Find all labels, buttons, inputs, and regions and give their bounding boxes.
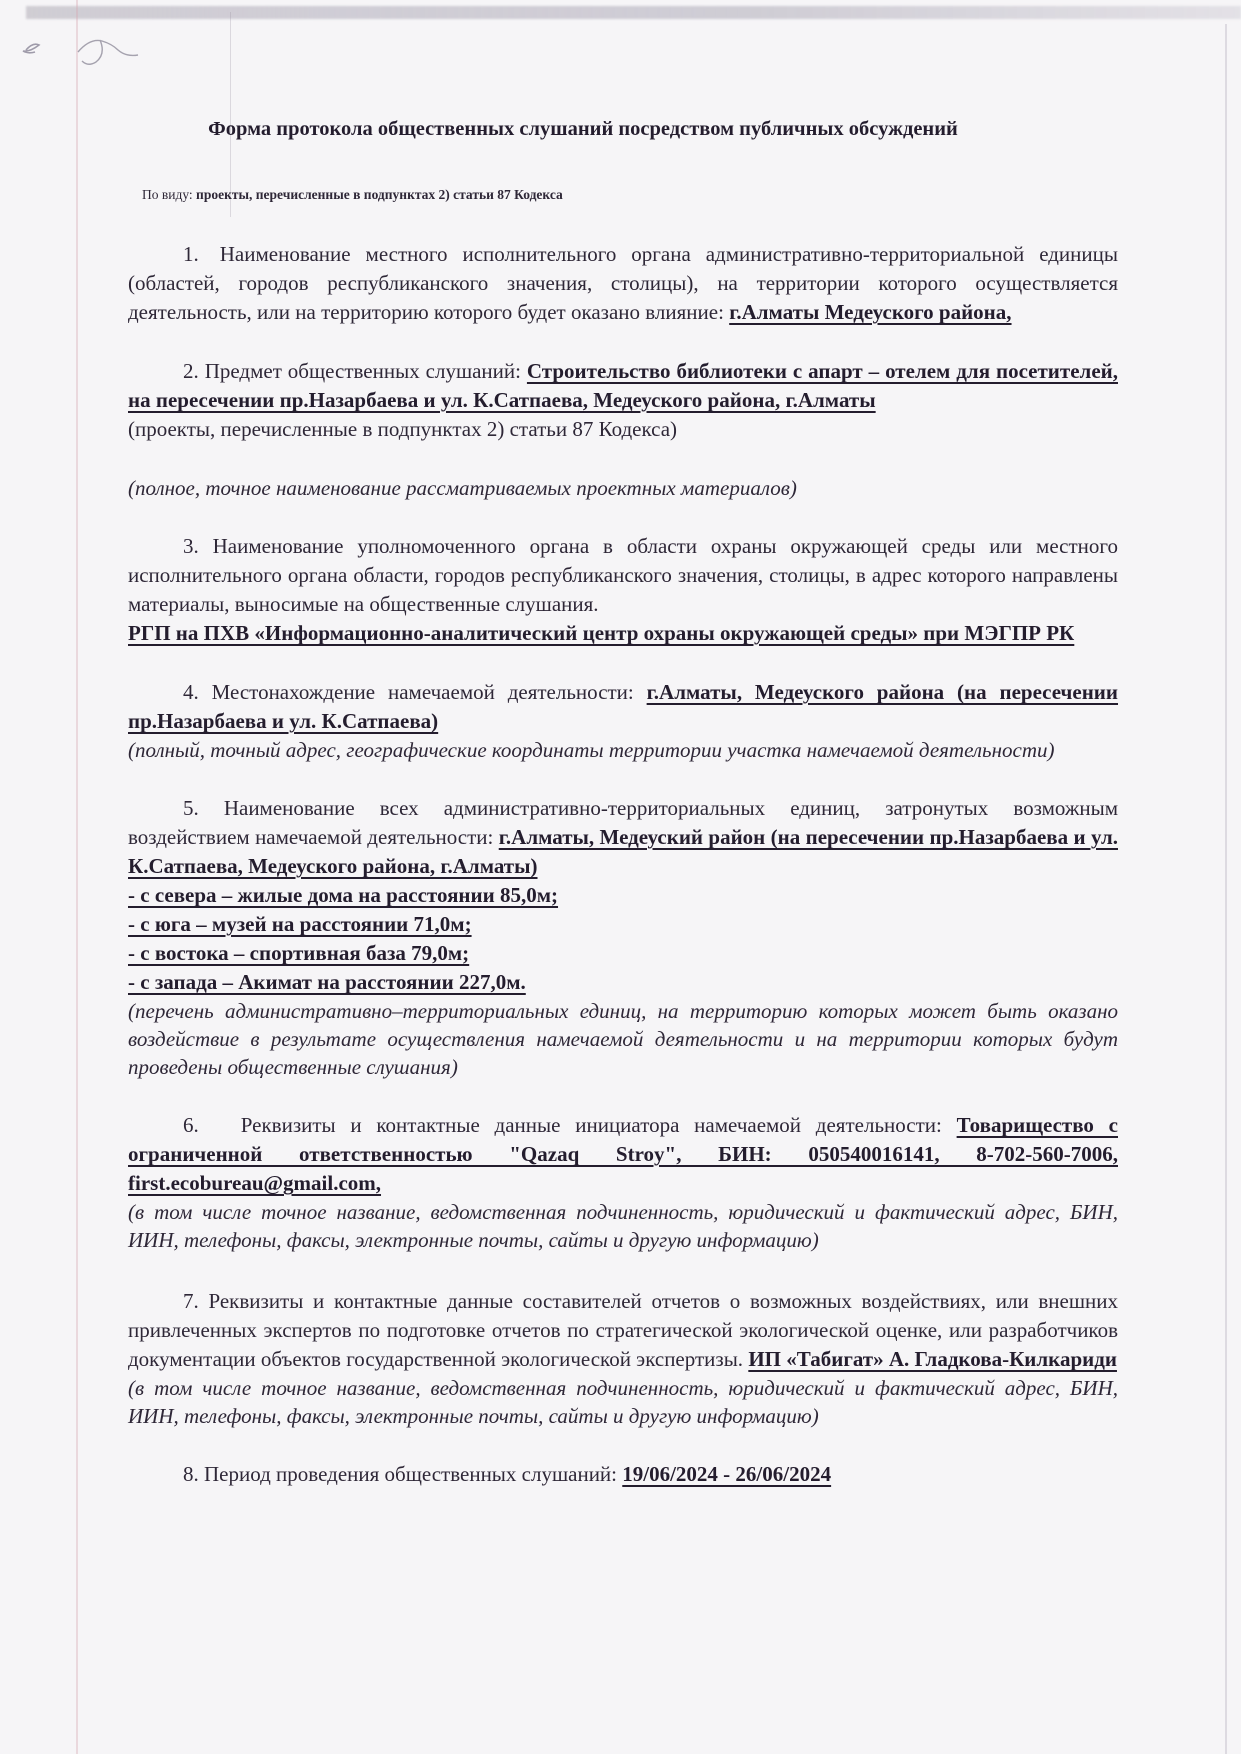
document-content [128, 0, 1118, 1489]
paragraph-2-aside: (проекты, перечисленные в подпунктах 2) статьи 87 Кодекса) [128, 417, 678, 441]
p5-text: 5. Наименование всех административно-территориальных единиц, затронутых возможным воздействием намечаемой деятельности: [128, 796, 1118, 849]
paragraph-8 [128, 1460, 1118, 1489]
paragraph-2-note: (полное, точное наименование рассматриваемых проектных материалов) [128, 476, 797, 500]
p1-text: 1. Наименование местного исполнительного органа административно-территориальной единицы (областей, городов республиканского значения, столицы), на территории которого осуществляется деятельность, или на территорию которого будет оказано влияние: [128, 242, 1118, 324]
paragraph-4 [128, 678, 1118, 736]
p6-text: 6. Реквизиты и контактные данные инициатора намечаемой деятельности: [183, 1113, 957, 1137]
paragraph-5-item-east [128, 939, 1118, 968]
p2-text: 2. Предмет общественных слушаний: [183, 359, 527, 383]
paragraph-4-note: (полный, точный адрес, географические координаты территории участка намечаемой деятельности) [128, 738, 1055, 762]
p5-item-south: - с юга – музей на расстоянии 71,0м; [128, 912, 472, 936]
p8-value: 19/06/2024 - 26/06/2024 [622, 1462, 832, 1486]
p7-text: 7. Реквизиты и контактные данные составителей отчетов о возможных воздействиях, или внешних привлеченных экспертов по подготовке отчетов по стратегической экологической оценке, или разработчиков документации объектов государственной экологической экспертизы. [128, 1289, 1118, 1371]
p8-text: 8. Период проведения общественных слушаний: [183, 1462, 623, 1486]
kind-value: проекты, перечисленные в подпунктах 2) статьи 87 Кодекса [196, 187, 563, 202]
p5-value: г.Алматы, Медеуский район (на пересечении пр.Назарбаева и ул. К.Сатпаева, Медеуского района, г.Алматы) [128, 825, 1118, 878]
p4-text: 4. Местонахождение намечаемой деятельности: [183, 680, 647, 704]
p6-value: Товарищество с ограниченной ответственностью "Qazaq Stroy", БИН: 050540016141, 8-702-560-7006, first.ecobureau@gmail.com, [128, 1113, 1118, 1195]
p4-value: г.Алматы, Медеуского района (на пересечении пр.Назарбаева и ул. К.Сатпаева) [128, 680, 1119, 733]
paragraph-1 [128, 240, 1118, 327]
p5-item-west: - с запада – Акимат на расстоянии 227,0м. [128, 970, 526, 994]
kind-prefix: По виду: [142, 187, 197, 202]
scan-artifact-right-edge-line [1225, 24, 1227, 1754]
paragraph-5-item-south [128, 910, 1118, 939]
paragraph-5-note: (перечень административно–территориальных единиц, на территорию которых может быть оказано воздействие в результате осуществления намечаемой деятельности и на территории которых будут проведены общественные слушания) [128, 999, 1118, 1079]
paragraph-5 [128, 794, 1118, 881]
document-kind-line [128, 186, 1118, 204]
p5-item-east: - с востока – спортивная база 79,0м; [128, 941, 470, 965]
p3-value: РГП на ПХВ «Информационно-аналитический центр охраны окружающей среды» при МЭГПР РК [128, 621, 1075, 645]
p7-value: ИП «Табигат» А. Гладкова-Килкариди [748, 1347, 1117, 1371]
paragraph-6-note: (в том числе точное название, ведомственная подчиненность, юридический и фактический адрес, БИН, ИИН, телефоны, факсы, электронные почты, сайты и другую информацию) [128, 1200, 1118, 1252]
p5-item-north: - с севера – жилые дома на расстоянии 85,0м; [128, 883, 559, 907]
paragraph-7 [128, 1287, 1118, 1374]
document-title: Форма протокола общественных слушаний посредством публичных обсуждений [208, 118, 958, 140]
paragraph-5-item-west [128, 968, 1118, 997]
paragraph-2 [128, 357, 1118, 415]
p1-value: г.Алматы Медеуского района, [729, 300, 1012, 324]
paragraph-3-value-line [128, 619, 1118, 648]
paragraph-5-item-north [128, 881, 1118, 910]
paragraph-7-note: (в том числе точное название, ведомственная подчиненность, юридический и фактический адрес, БИН, ИИН, телефоны, факсы, электронные почты, сайты и другую информацию) [128, 1376, 1118, 1428]
paragraph-6 [128, 1111, 1118, 1198]
paragraph-3: 3. Наименование уполномоченного органа в области охраны окружающей среды или местного исполнительного органа области, городов республиканского значения, столицы, в адрес которого направлены материалы, выносимые на общественные слушания. [128, 534, 1118, 616]
p2-value: Строительство библиотеки с апарт – отелем для посетителей, на пересечении пр.Назарбаева и ул. К.Сатпаева, Медеуского района, г.Алматы [128, 359, 1118, 412]
scan-artifact-left-fold-line [76, 0, 78, 1754]
